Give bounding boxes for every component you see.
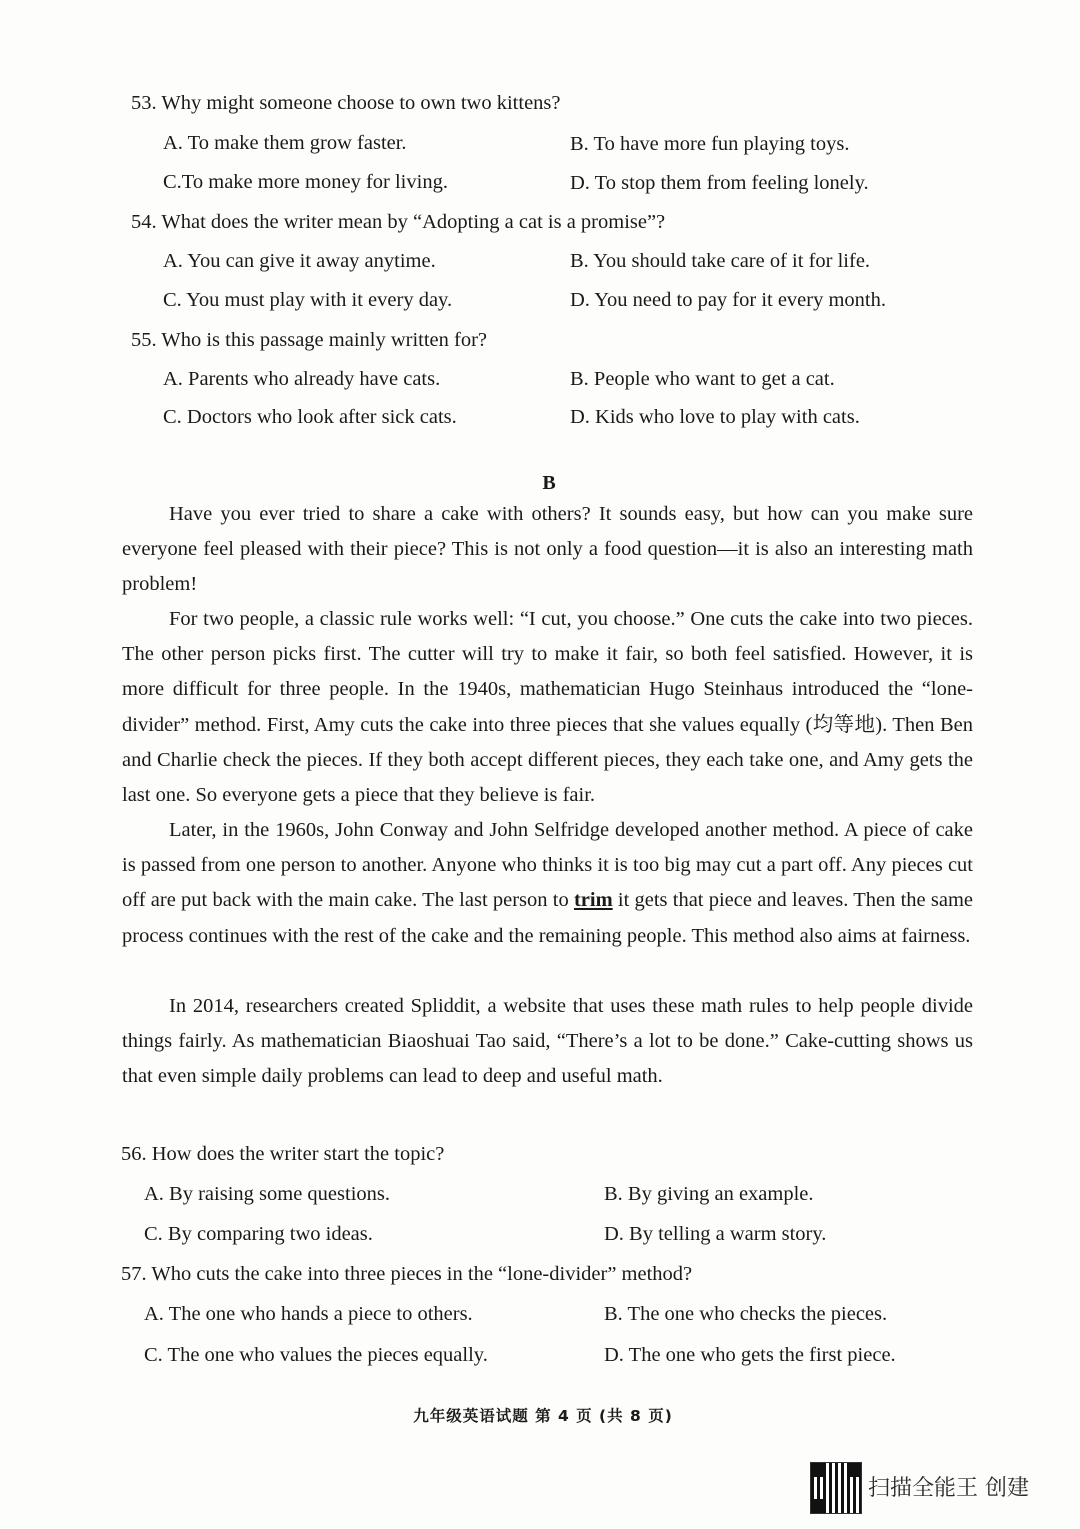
question-55-option-a: A. Parents who already have cats. (163, 368, 441, 390)
question-53-option-a: A. To make them grow faster. (163, 132, 407, 154)
qr-code-icon (810, 1462, 862, 1514)
paragraph-3-text-after: it gets that piece and leaves. Then the same process continues with the rest of the cake and the remaining people. This method also aims at fairness. (122, 889, 973, 947)
question-54-option-d: D. You need to pay for it every month. (570, 289, 886, 311)
question-53-option-b: B. To have more fun playing toys. (570, 133, 850, 155)
question-56-option-b: B. By giving an example. (604, 1183, 814, 1205)
question-53-option-c: C.To make more money for living. (163, 171, 448, 193)
page-footer: 九年级英语试题 第 4 页 (共 8 页) (413, 1407, 673, 1425)
underlined-word-trim: trim (573, 889, 613, 912)
question-54-option-a: A. You can give it away anytime. (163, 250, 436, 272)
question-57-option-a: A. The one who hands a piece to others. (144, 1303, 473, 1325)
passage-paragraph-3 (122, 813, 973, 954)
section-heading: B (542, 472, 556, 494)
question-55-option-d: D. Kids who love to play with cats. (570, 406, 860, 428)
question-56-option-a: A. By raising some questions. (144, 1183, 390, 1205)
question-57-option-c: C. The one who values the pieces equally. (144, 1344, 488, 1366)
question-53-stem: 53. Why might someone choose to own two kittens? (131, 92, 561, 114)
question-54-stem: 54. What does the writer mean by “Adopting a cat is a promise”? (131, 211, 666, 233)
question-55-option-c: C. Doctors who look after sick cats. (163, 406, 457, 428)
question-56-stem: 56. How does the writer start the topic? (121, 1143, 445, 1165)
question-53-option-d: D. To stop them from feeling lonely. (570, 172, 869, 194)
paragraph-3-text-before: Later, in the 1960s, John Conway and John Selfridge developed another method. A piece of cake is passed from one person to another. Anyone who thinks it is too big may cut a part off. Any pieces cut off are put back with the main cake. The last person to (122, 819, 973, 912)
question-57-stem: 57. Who cuts the cake into three pieces in the “lone-divider” method? (121, 1263, 693, 1285)
question-55-stem: 55. Who is this passage mainly written for? (131, 329, 488, 351)
question-56-option-d: D. By telling a warm story. (604, 1223, 827, 1245)
question-56-option-c: C. By comparing two ideas. (144, 1223, 373, 1245)
question-57-option-d: D. The one who gets the first piece. (604, 1344, 896, 1366)
passage-paragraph-4: In 2014, researchers created Spliddit, a website that uses these math rules to help people divide things fairly. As mathematician Biaoshuai Tao said, “There’s a lot to be done.” Cake-cutting shows us that even simple daily problems can lead to deep and useful math. (122, 995, 973, 1088)
question-54-option-b: B. You should take care of it for life. (570, 250, 871, 272)
question-54-option-c: C. You must play with it every day. (163, 289, 453, 311)
watermark-text: 扫描全能王 创建 (868, 1476, 1029, 1501)
passage-paragraph-1: Have you ever tried to share a cake with others? It sounds easy, but how can you make sure everyone feel pleased with their piece? This is not only a food question—it is also an interesting math problem! (122, 503, 973, 596)
question-55-option-b: B. People who want to get a cat. (570, 368, 835, 390)
passage-paragraph-2: For two people, a classic rule works well: “I cut, you choose.” One cuts the cake into two pieces. The other person picks first. The cutter will try to make it fair, so both feel satisfied. However, it is more difficult for three people. In the 1940s, mathematician Hugo Steinhaus introduced the “lone-divider” method. First, Amy cuts the cake into three pieces that she values equally (均等地). Then Ben and Charlie check the pieces. If they both accept different pieces, they each take one, and Amy gets the last one. So everyone gets a piece that they believe is fair. (122, 608, 973, 807)
question-57-option-b: B. The one who checks the pieces. (604, 1303, 888, 1325)
